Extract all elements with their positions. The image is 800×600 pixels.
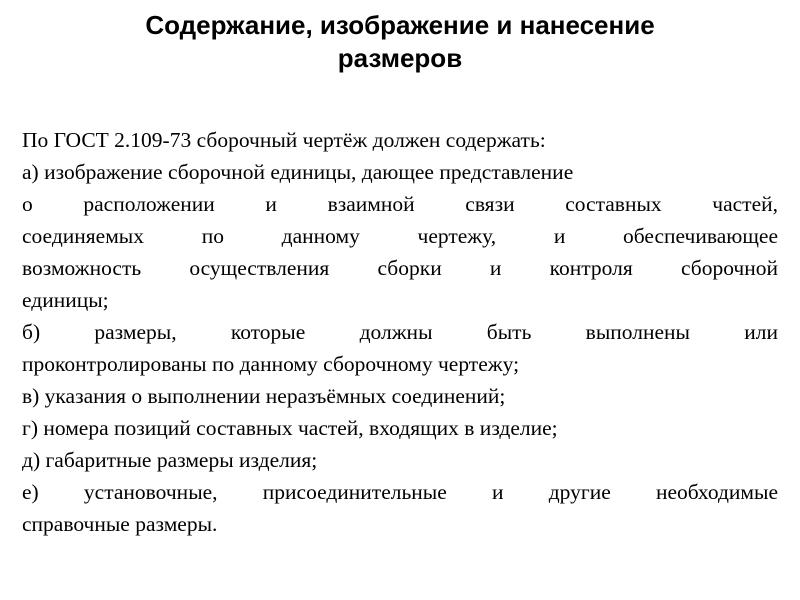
list-item-b <box>22 316 778 380</box>
title-line-2: размеров <box>337 43 463 73</box>
list-item-a-line-5: единицы; <box>22 288 109 312</box>
list-item-a-line-3: соединяемых по данному чертежу, и обеспечивающее <box>22 224 778 248</box>
list-item-c <box>22 380 778 412</box>
list-item-a-line-2: о расположении и взаимной связи составных частей, <box>22 192 778 216</box>
title-line-1: Содержание, изображение и нанесение <box>145 10 655 40</box>
list-item-b-line-2: проконтролированы по данному сборочному чертежу; <box>22 352 520 376</box>
list-item-f-line-2: справочные размеры. <box>22 512 218 536</box>
page-title <box>40 9 760 75</box>
list-item-f <box>22 476 778 540</box>
list-item-d-line-1: г) номера позиций составных частей, входящих в изделие; <box>22 416 558 440</box>
list-item-e-line-1: д) габаритные размеры изделия; <box>22 448 318 472</box>
list-item-a-line-1: а) изображение сборочной единицы, дающее представление <box>22 160 574 184</box>
list-item-a <box>22 156 778 316</box>
list-item-f-line-1: е) установочные, присоединительные и другие необходимые <box>22 480 778 504</box>
intro-paragraph: По ГОСТ 2.109-73 сборочный чертёж должен содержать: <box>22 128 546 152</box>
list-item-c-line-1: в) указания о выполнении неразъёмных соединений; <box>22 384 506 408</box>
list-item-d <box>22 412 778 444</box>
list-item-a-line-4: возможность осуществления сборки и контроля сборочной <box>22 256 778 280</box>
list-item-b-line-1: б) размеры, которые должны быть выполнены или <box>22 320 778 344</box>
list-item-e <box>22 444 778 476</box>
body-text <box>22 124 778 540</box>
